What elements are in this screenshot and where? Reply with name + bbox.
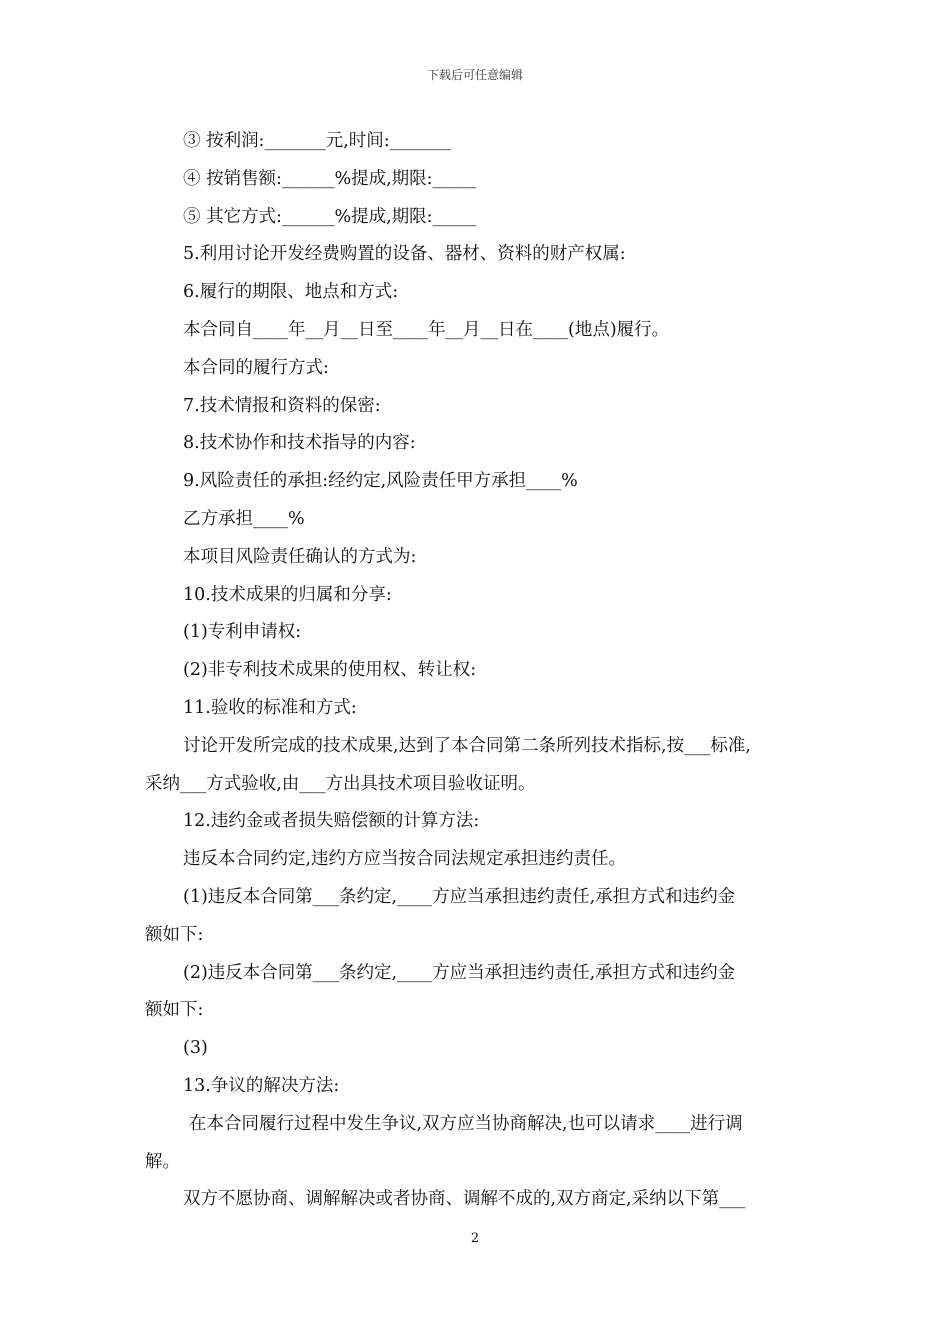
text-line: 额如下:: [145, 924, 204, 945]
text-line: 违反本合同约定,违约方应当按合同法规定承担违约责任。: [183, 849, 627, 870]
text-line: 8.技术协作和技术指导的内容:: [183, 433, 416, 454]
text-line: 12.违约金或者损失赔偿额的计算方法:: [183, 811, 480, 832]
text-line: (3): [183, 1038, 208, 1059]
text-line: 6.履行的期限、地点和方式:: [183, 282, 399, 303]
text-line: 本合同的履行方式:: [183, 357, 329, 378]
text-line: 额如下:: [145, 1000, 204, 1021]
text-line: 采纳___方式验收,由___方出具技术项目验收证明。: [145, 773, 536, 794]
document-body: [145, 123, 810, 1219]
text-line: 本合同自____年__月__日至____年__月__日在____(地点)履行。: [183, 319, 670, 340]
text-line: (1)专利申请权:: [183, 622, 302, 643]
text-line: (2)违反本合同第___条约定,____方应当承担违约责任,承担方式和违约金: [183, 962, 736, 983]
text-line: ③ 按利润:_______元,时间:_______: [183, 131, 451, 151]
text-line: 5.利用讨论开发经费购置的设备、器材、资料的财产权属:: [183, 244, 626, 265]
text-line: 13.争议的解决方法:: [183, 1075, 340, 1096]
text-line: ④ 按销售额:______%提成,期限:_____: [183, 168, 477, 189]
text-line: 11.验收的标准和方式:: [183, 697, 357, 718]
text-line: 解。: [145, 1151, 180, 1172]
text-line: 10.技术成果的归属和分享:: [183, 584, 392, 605]
text-line: 7.技术情报和资料的保密:: [183, 395, 381, 416]
text-line: 乙方承担____%: [183, 508, 305, 529]
text-line: 9.风险责任的承担:经约定,风险责任甲方承担____%: [183, 471, 578, 492]
text-line: 在本合同履行过程中发生争议,双方应当协商解决,也可以请求____进行调: [189, 1113, 743, 1134]
page-header: 下载后可任意编辑: [426, 68, 523, 82]
text-line: 双方不愿协商、调解解决或者协商、调解不成的,双方商定,采纳以下第___: [183, 1189, 746, 1210]
text-line: 本项目风险责任确认的方式为:: [183, 546, 417, 567]
text-line: ⑤ 其它方式:______%提成,期限:_____: [183, 206, 477, 227]
text-line: 讨论开发所完成的技术成果,达到了本合同第二条所列技术指标,按___标准,: [183, 735, 751, 756]
page-number: 2: [470, 1231, 480, 1246]
text-line: (2)非专利技术成果的使用权、转让权:: [183, 660, 477, 681]
text-line: (1)违反本合同第___条约定,____方应当承担违约责任,承担方式和违约金: [183, 886, 736, 907]
